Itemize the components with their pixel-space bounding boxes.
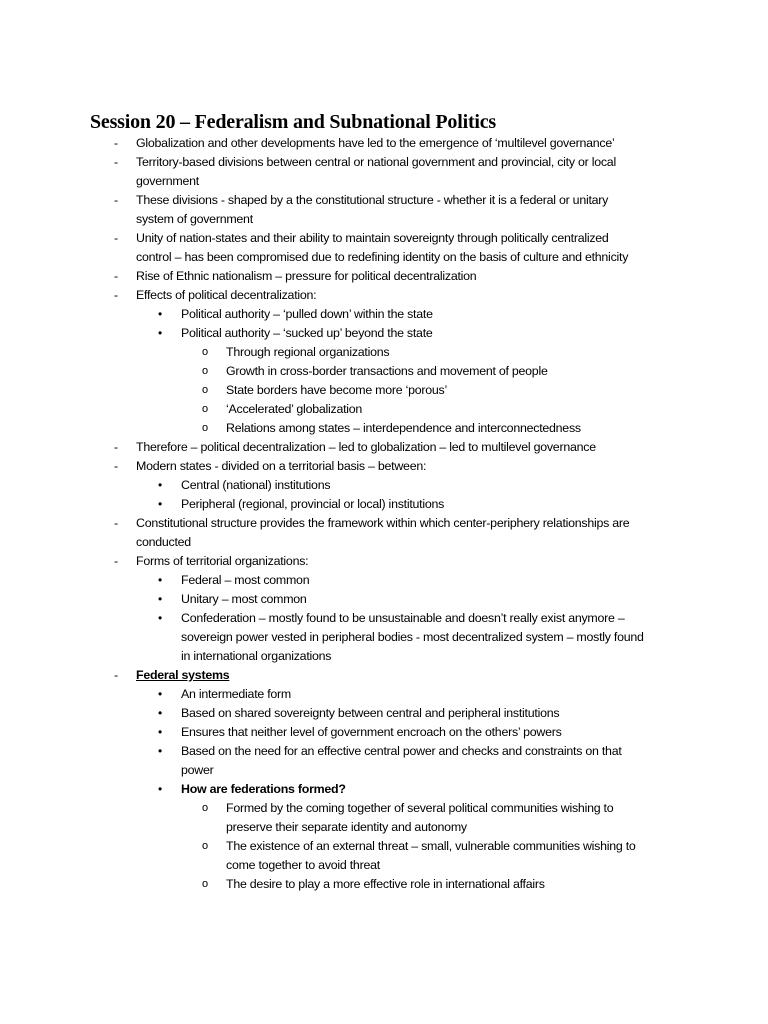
list-item [0, 400, 768, 419]
list-item [0, 438, 768, 457]
list-item [0, 153, 768, 172]
list-item [0, 818, 768, 837]
list-item-text: Forms of territorial organizations: [136, 554, 309, 568]
list-item-text: These divisions - shaped by a the constitutional structure - whether it is a federal or unitary [136, 193, 609, 207]
list-item [0, 609, 768, 628]
list-item-text: Based on the need for an effective central power and checks and constraints on that [181, 744, 622, 758]
list-item [0, 381, 768, 400]
list-item [0, 305, 768, 324]
bullet-icon: • [158, 326, 163, 340]
page-title: Session 20 – Federalism and Subnational Politics [90, 111, 497, 133]
dash-marker: - [114, 459, 119, 473]
list-item-text: come together to avoid threat [226, 858, 380, 872]
bullet-icon: • [158, 744, 163, 758]
list-item [0, 628, 768, 647]
list-item [0, 856, 768, 875]
list-item-text: Central (national) institutions [181, 478, 331, 492]
list-item-text: power [181, 763, 214, 777]
list-item [0, 780, 768, 799]
list-item-text: Political authority – ‘sucked up’ beyond the state [181, 326, 433, 340]
list-item-text: The desire to play a more effective role in international affairs [226, 877, 545, 891]
list-item-text: Territory-based divisions between central or national government and provincial, city or local [136, 155, 616, 169]
list-item-text: State borders have become more ‘porous’ [226, 383, 447, 397]
notes-list [0, 134, 768, 894]
bullet-icon: • [158, 611, 163, 625]
list-item-text: ‘Accelerated’ globalization [226, 402, 363, 416]
list-item [0, 666, 768, 685]
bullet-icon: • [158, 687, 163, 701]
list-item [0, 514, 768, 533]
bullet-icon: • [158, 307, 163, 321]
list-item [0, 875, 768, 894]
list-item [0, 723, 768, 742]
list-item-text: sovereign power vested in peripheral bodies - most decentralized system – mostly found [181, 630, 644, 644]
circle-bullet-icon: o [202, 422, 209, 434]
dash-marker: - [114, 554, 119, 568]
dash-marker: - [114, 440, 119, 454]
bullet-icon: • [158, 706, 163, 720]
list-item [0, 267, 768, 286]
list-item [0, 495, 768, 514]
list-item [0, 248, 768, 267]
list-item [0, 229, 768, 248]
dash-marker: - [114, 155, 119, 169]
bullet-icon: • [158, 592, 163, 606]
list-item [0, 571, 768, 590]
list-item [0, 552, 768, 571]
list-item-text: conducted [136, 535, 191, 549]
list-item-text: Rise of Ethnic nationalism – pressure for political decentralization [136, 269, 477, 283]
list-item-text: Political authority – ‘pulled down’ within the state [181, 307, 433, 321]
list-item [0, 172, 768, 191]
list-item-text: Based on shared sovereignty between central and peripheral institutions [181, 706, 560, 720]
list-item [0, 457, 768, 476]
circle-bullet-icon: o [202, 802, 209, 814]
list-item-text: Modern states - divided on a territorial basis – between: [136, 459, 427, 473]
dash-marker: - [114, 288, 119, 302]
circle-bullet-icon: o [202, 384, 209, 396]
bullet-icon: • [158, 478, 163, 492]
circle-bullet-icon: o [202, 878, 209, 890]
bullet-icon: • [158, 725, 163, 739]
list-item-text: Unity of nation-states and their ability to maintain sovereignty through politically centralized [136, 231, 609, 245]
list-item [0, 362, 768, 381]
list-item [0, 647, 768, 666]
list-item-text: Constitutional structure provides the framework within which center-periphery relationships are [136, 516, 630, 530]
list-item-text: control – has been compromised due to redefining identity on the basis of culture and ethnicity [136, 250, 629, 264]
bullet-icon: • [158, 573, 163, 587]
list-item-text: An intermediate form [181, 687, 292, 701]
bullet-icon: • [158, 782, 163, 796]
dash-marker: - [114, 136, 119, 150]
list-item-text: How are federations formed? [181, 782, 346, 796]
list-item-text: system of government [136, 212, 253, 226]
list-item-text: Formed by the coming together of several political communities wishing to [226, 801, 614, 815]
list-item [0, 210, 768, 229]
circle-bullet-icon: o [202, 365, 209, 377]
list-item [0, 590, 768, 609]
list-item [0, 191, 768, 210]
list-item-text: Unitary – most common [181, 592, 307, 606]
list-item [0, 533, 768, 552]
list-item [0, 286, 768, 305]
circle-bullet-icon: o [202, 403, 209, 415]
list-item [0, 761, 768, 780]
list-item-text: Growth in cross-border transactions and movement of people [226, 364, 548, 378]
list-item-text: Globalization and other developments have led to the emergence of ‘multilevel governance’ [136, 136, 615, 150]
dash-marker: - [114, 269, 119, 283]
dash-marker: - [114, 231, 119, 245]
list-item-text: preserve their separate identity and autonomy [226, 820, 467, 834]
list-item [0, 419, 768, 438]
list-item-text: Ensures that neither level of government encroach on the others’ powers [181, 725, 562, 739]
list-item [0, 324, 768, 343]
list-item-text: Therefore – political decentralization – led to globalization – led to multilevel governance [136, 440, 596, 454]
list-item-text: Federal systems [136, 668, 230, 682]
list-item-text: Effects of political decentralization: [136, 288, 317, 302]
list-item-text: Confederation – mostly found to be unsustainable and doesn’t really exist anymore – [181, 611, 625, 625]
list-item [0, 685, 768, 704]
dash-marker: - [114, 516, 119, 530]
list-item [0, 134, 768, 153]
list-item [0, 742, 768, 761]
dash-marker: - [114, 668, 119, 682]
list-item-text: Federal – most common [181, 573, 310, 587]
list-item-text: in international organizations [181, 649, 332, 663]
list-item [0, 704, 768, 723]
list-item [0, 799, 768, 818]
bullet-icon: • [158, 497, 163, 511]
list-item-text: Relations among states – interdependence and interconnectedness [226, 421, 581, 435]
list-item-text: Through regional organizations [226, 345, 390, 359]
list-item-text: government [136, 174, 199, 188]
list-item [0, 837, 768, 856]
circle-bullet-icon: o [202, 346, 209, 358]
list-item-text: Peripheral (regional, provincial or local) institutions [181, 497, 445, 511]
dash-marker: - [114, 193, 119, 207]
list-item [0, 343, 768, 362]
list-item-text: The existence of an external threat – small, vulnerable communities wishing to [226, 839, 636, 853]
list-item [0, 476, 768, 495]
circle-bullet-icon: o [202, 840, 209, 852]
